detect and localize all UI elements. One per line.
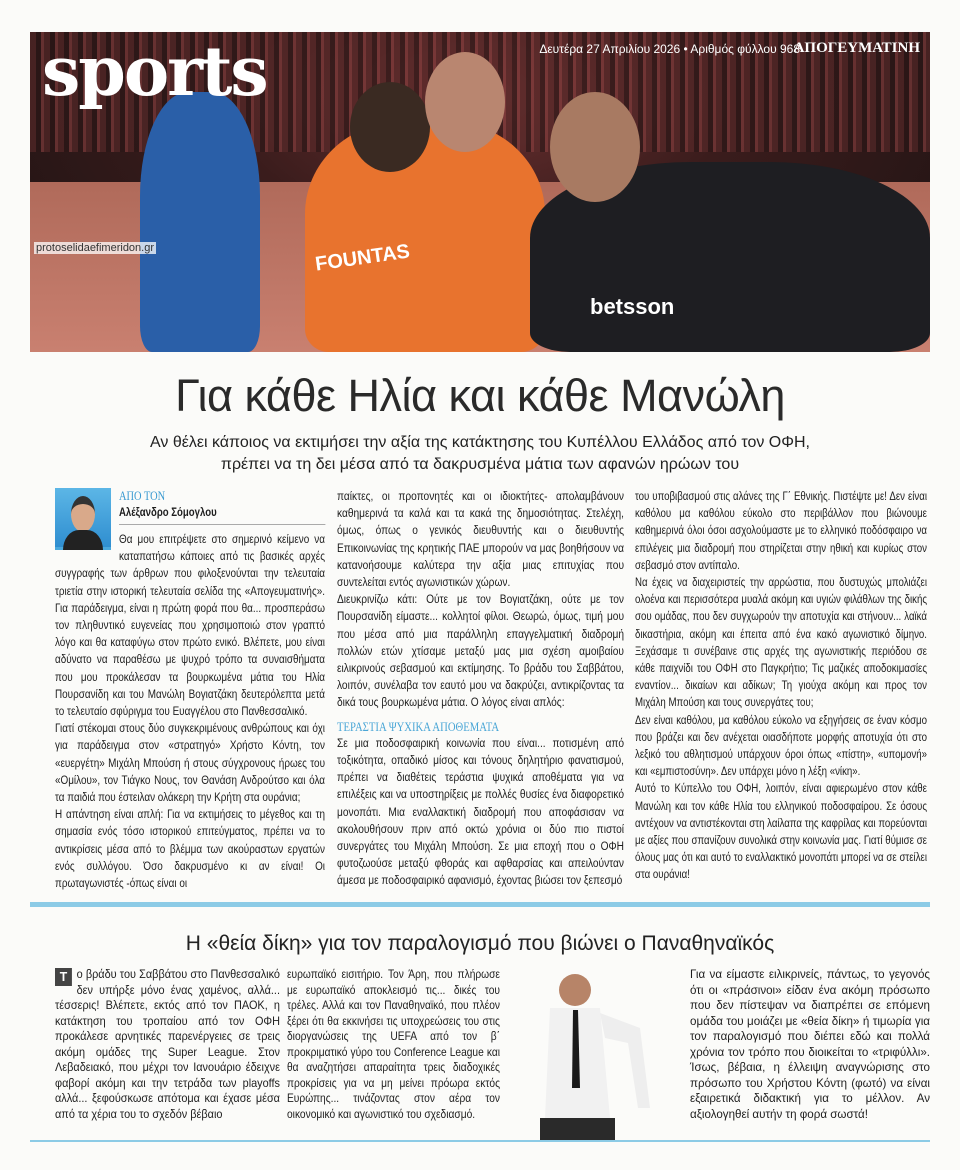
paragraph: ευρωπαϊκό εισιτήριο. Τον Άρη, που πλήρωσε με ευρωπαϊκό αποκλεισμό τις... δικές του τρέλες. Αλλά και τον Παναθηναϊκό, που πλέον ξέρει ότι θα εκκινήσει τις υποχρεώσεις του στις διοργανώσεις της UEFA από τον β΄ προκριματικό γύρο του Conference League και θα αναζητήσει απαραίτητα τρεις διαδοχικές προκρίσεις για να μη μείνει πρόωρα εκτός Ευρώπης... τινάζοντας στον αέρα τον οικονομικό και αγωνιστικό του σχεδιασμό.: [287, 968, 500, 1121]
paragraph: παίκτες, οι προπονητές και οι ιδιοκτήτες- απολαμβάνουν καθημερινά τα καλά και τα κακά της δημοσιότητας. Στελέχη, όμως, όπως ο γενικός διευθυντής και ο διευθυντής Επικοινωνίας της κρητικής ΠΑΕ μπορούν να μας βοηθήσουν να κατανοήσουμε καλύτερα την αξία μιας επιτυχίας που συντελείται εντός αγωνιστικών χώρων.: [337, 489, 624, 590]
watermark: protoselidaefimeridon.gr: [36, 242, 155, 254]
author-name: Αλέξανδρο Σόμογλου: [119, 504, 325, 525]
paragraph: Θα μου επιτρέψετε στο σημερινό κείμενο να καταπατήσω κάποιες από τις βασικές αρχές συγγραφής των άρθρων που φιλοξενούνται την τελευταία τριετία στην ιστορική τελευταία σελίδα της «Απογευματινής». Για παράδειγμα, είναι η πρώτη φορά που θα... προσπεράσω τον πληθυντικό ευγενείας που χρησιμοποιώ στον γραπτό λόγο και θα καταφύγω στον πρώτο ενικό. Βλέπετε, μου είναι αδύνατο να παραθέσω με ψυχρό τρόπο τα συναισθήματα που μου προκάλεσαν τα βουρκωμένα μάτια του Ηλία Πουρσανίδη και του Μανώλη Βογιατζάκη δευτερόλεπτα μετά το τελευταίο σφύριγμα του Ευαγγέλου στο Πανθεσσαλικό.: [55, 532, 325, 719]
player-head: [350, 82, 430, 172]
paragraph: Δεν είναι καθόλου, μα καθόλου εύκολο να εξηγήσεις σε έναν κόσμο που βράζει και δεν ανέχεται οιασδήποτε μορφής αποτυχία ότι στο λεξικό του αθλητισμού υπάρχουν όροι όπως «πίστη», «υπομονή» και «εμπιστοσύνη». Δεν υπάρχει μόνο η λέξη «νίκη».: [635, 712, 927, 779]
sidebar-column-1: [55, 967, 280, 1122]
celebration-photo: [30, 32, 930, 352]
paragraph: του υποβιβασμού στις αλάνες της Γ΄ Εθνικής. Πιστέψτε με! Δεν είναι καθόλου μα καθόλου εύκολο στο περιβάλλον που βιώνουμε καθημερινά όλοι όσοι ασχολούμαστε με το ελληνικό ποδόσφαιρο να επιλέγεις μια διαδρομή που στηρίζεται στην ηθική και κυρίως στον σεβασμό στον αντίπαλο.: [635, 489, 927, 572]
bottom-divider: [30, 1140, 930, 1142]
sidebar-column-2: [287, 967, 500, 1122]
column-2: [337, 488, 624, 890]
jersey-sponsor: betsson: [590, 294, 675, 319]
sidebar-headline: Η «θεία δίκη» για τον παραλογισμό που βιώνει ο Παναθηναϊκός: [185, 932, 775, 955]
paragraph: Αυτό το Κύπελλο του ΟΦΗ, λοιπόν, είναι αφιερωμένο στον κάθε Μανώλη και τον κάθε Ηλία του ελληνικού ποδοσφαίρου. Σε όσους αντέχουν να αντιστέκονται στη λαίλαπα της καφρίλας και πορεύονται με αξίες που σπανίζουν συνολικά στην κοινωνία μας. Γιατί θύμισε σε όλους μας ότι και αυτό το εναλλακτικό μονοπάτι μπορεί να σε στείλει στα ουράνια!: [635, 781, 927, 882]
paragraph: Η απάντηση είναι απλή: Για να εκτιμήσεις το μέγεθος και τη σημασία ενός τόσο ιστορικού επιτεύγματος, πρέπει να το αντικρίσεις μέσα από το βλέμμα των ακούραστων εργατών ενός συλλόγου. Όσο δακρυσμένο κι αν είναι! Οι πρωταγωνιστές -όπως είναι οι: [55, 807, 325, 891]
dateline: Δευτέρα 27 Απριλίου 2026 • Αριθμός φύλλου 968: [539, 42, 800, 56]
deck: Αν θέλει κάποιος να εκτιμήσει την αξία της κατάκτησης του Κυπέλλου Ελλάδος από τον ΟΦΗ, πρέπει να τη δει μέσα από τα δακρυσμένα μάτια των αφανών ηρώων του: [150, 434, 810, 473]
player-figure: [305, 122, 545, 352]
author-prefix: ΑΠΟ ΤΟΝ: [119, 488, 166, 503]
paper-name: ΑΠΟΓΕΥΜΑΤΙΝΗ: [793, 40, 920, 56]
column-1: [55, 488, 325, 892]
sidebar-column-3: [690, 967, 930, 1122]
column-3: [635, 488, 927, 884]
player-head: [550, 92, 640, 202]
section-logo: sports: [42, 32, 267, 112]
author-avatar: [55, 488, 111, 550]
player-figure: [140, 92, 260, 352]
drop-cap: Τ: [55, 968, 72, 986]
paragraph: Διευκρινίζω κάτι: Ούτε με τον Βογιατζάκη, ούτε με τον Πουρσανίδη είμαστε... κολλητοί φίλοι. Θεωρώ, όμως, τιμή μου που μέσα από μια παράλληλη επαγγελματική διαδρομή πολλών ετών χτίσαμε μεταξύ μας μια σχέση αμοιβαίου ειλικρινούς σεβασμού και εκτίμησης. Το βράδυ του Σαββάτου, λοιπόν, συνέλαβα τον εαυτό μου να δακρύζει, αντικρίζοντας τα δικά τους βουρκωμένα μάτια. Ο λόγος είναι απλός:: [337, 592, 624, 710]
paragraph: Για να είμαστε ειλικρινείς, πάντως, το γεγονός ότι οι «πράσινοι» είδαν ένα ακόμη πρόσωπο που δεν πίστεψαν να διαπρέπει σε επόμενη ομάδα του μοιάζει με «θεία δίκη» ή τιμωρία για τον παραλογισμό που διέπει εδώ και πολλά χρόνια τον τρόπο που διοικείται το «τριφύλλι». Ίσως, βέβαια, η έλλειψη αναγνώρισης στο πρόσωπο του Χρήστου Κόντη (φωτό) να είναι εξαιρετικά διδακτική για το μέλλον. Αν αξιολογηθεί αυτήν τη φορά σωστά!: [690, 968, 930, 1121]
jersey-name: FOUNTAS: [313, 240, 412, 276]
paragraph: ο βράδυ του Σαββάτου στο Πανθεσσαλικό δεν υπήρξε μόνο ένας χαμένος, αλλά... τέσσερις! Βλέπετε, εκτός από τον ΠΑΟΚ, η κατάκτηση του τροπαίου από τον ΟΦΗ προκάλεσε αρνητικές παρενέργειες σε τρεις ακόμη ομάδες της Super League. Στον Λεβαδειακό, που μέχρι τον Ιανουάριο έδειχνε φαβορί ακόμη και την τετράδα των playoffs αλλά... ξεφούσκωσε απότομα και έχασε μέσα από τα χέρια του το σχεδόν βέβαιο: [55, 968, 280, 1121]
divider: [30, 902, 930, 907]
paragraph: Σε μια ποδοσφαιρική κοινωνία που είναι... ποτισμένη από τοξικότητα, οπαδικό μίσος και τόνους δηλητήριο φανατισμού, πρέπει να διαθέτεις τεράστια ψυχικά αποθέματα για να επιλέξεις και να υποστηρίξεις με πολλές θυσίες ένα διαφορετικό μονοπάτι. Μια εναλλακτική διαδρομή που αποφάσισαν να ακολουθήσουν πριν από οκτώ χρόνια οι δύο πιο πιστοί συνεργάτες του Μιχάλη Μπούση. Σε μια εποχή που ο ΟΦΗ φυτοζωούσε μεταξύ φθοράς και αφθαρσίας και απειλούνταν άμεσα με ποδοσφαιρικό αφανισμό, έχοντας βιώσει τον ξεπεσμό: [337, 735, 624, 888]
coach-photo: [520, 968, 660, 1140]
headline: Για κάθε Ηλία και κάθε Μανώλη: [175, 370, 785, 421]
paragraph: Γιατί στέκομαι στους δύο συγκεκριμένους ανθρώπους και όχι για παράδειγμα στον «στρατηγό» Χρήστο Κόντη, τον «ευεργέτη» Μιχάλη Μπούση ή στους σύγχρονους ήρωες του «Ομίλου», τον Τιάγκο Νους, τον Θανάση Ανδρούτσο και όλα τα παιδιά που έστειλαν ολάκερη την Κρήτη στα ουράνια;: [55, 721, 325, 805]
subheading: ΤΕΡΑΣΤΙΑ ΨΥΧΙΚΑ ΑΠΟΘΕΜΑΤΑ: [337, 718, 500, 734]
coach-head: [425, 52, 505, 152]
paragraph: Να έχεις να διαχειριστείς την αρρώστια, που δυστυχώς μπολιάζει ολοένα και περισσότερα μυαλά ακόμη και υγιών φιλάθλων της δικής σου ομάδας, που δεν συγχωρούν την αποτυχία και στήνουν... λαϊκά δικαστήρια, ακόμη και έπειτα από ένα κακό αγωνιστικό δίμηνο. Ξεχάσαμε τι συνέβαινε στις αρχές της αγωνιστικής περιόδου σε κάθε παιχνίδι του ΟΦΗ στο Παγκρήτιο; Τις μαζικές αποδοκιμασίες εναντίον... δικαίων και αδίκων; Τη γιούχα ακόμη και προς τον Μιχάλη Μπούση και τους συνεργάτες του;: [635, 575, 927, 710]
